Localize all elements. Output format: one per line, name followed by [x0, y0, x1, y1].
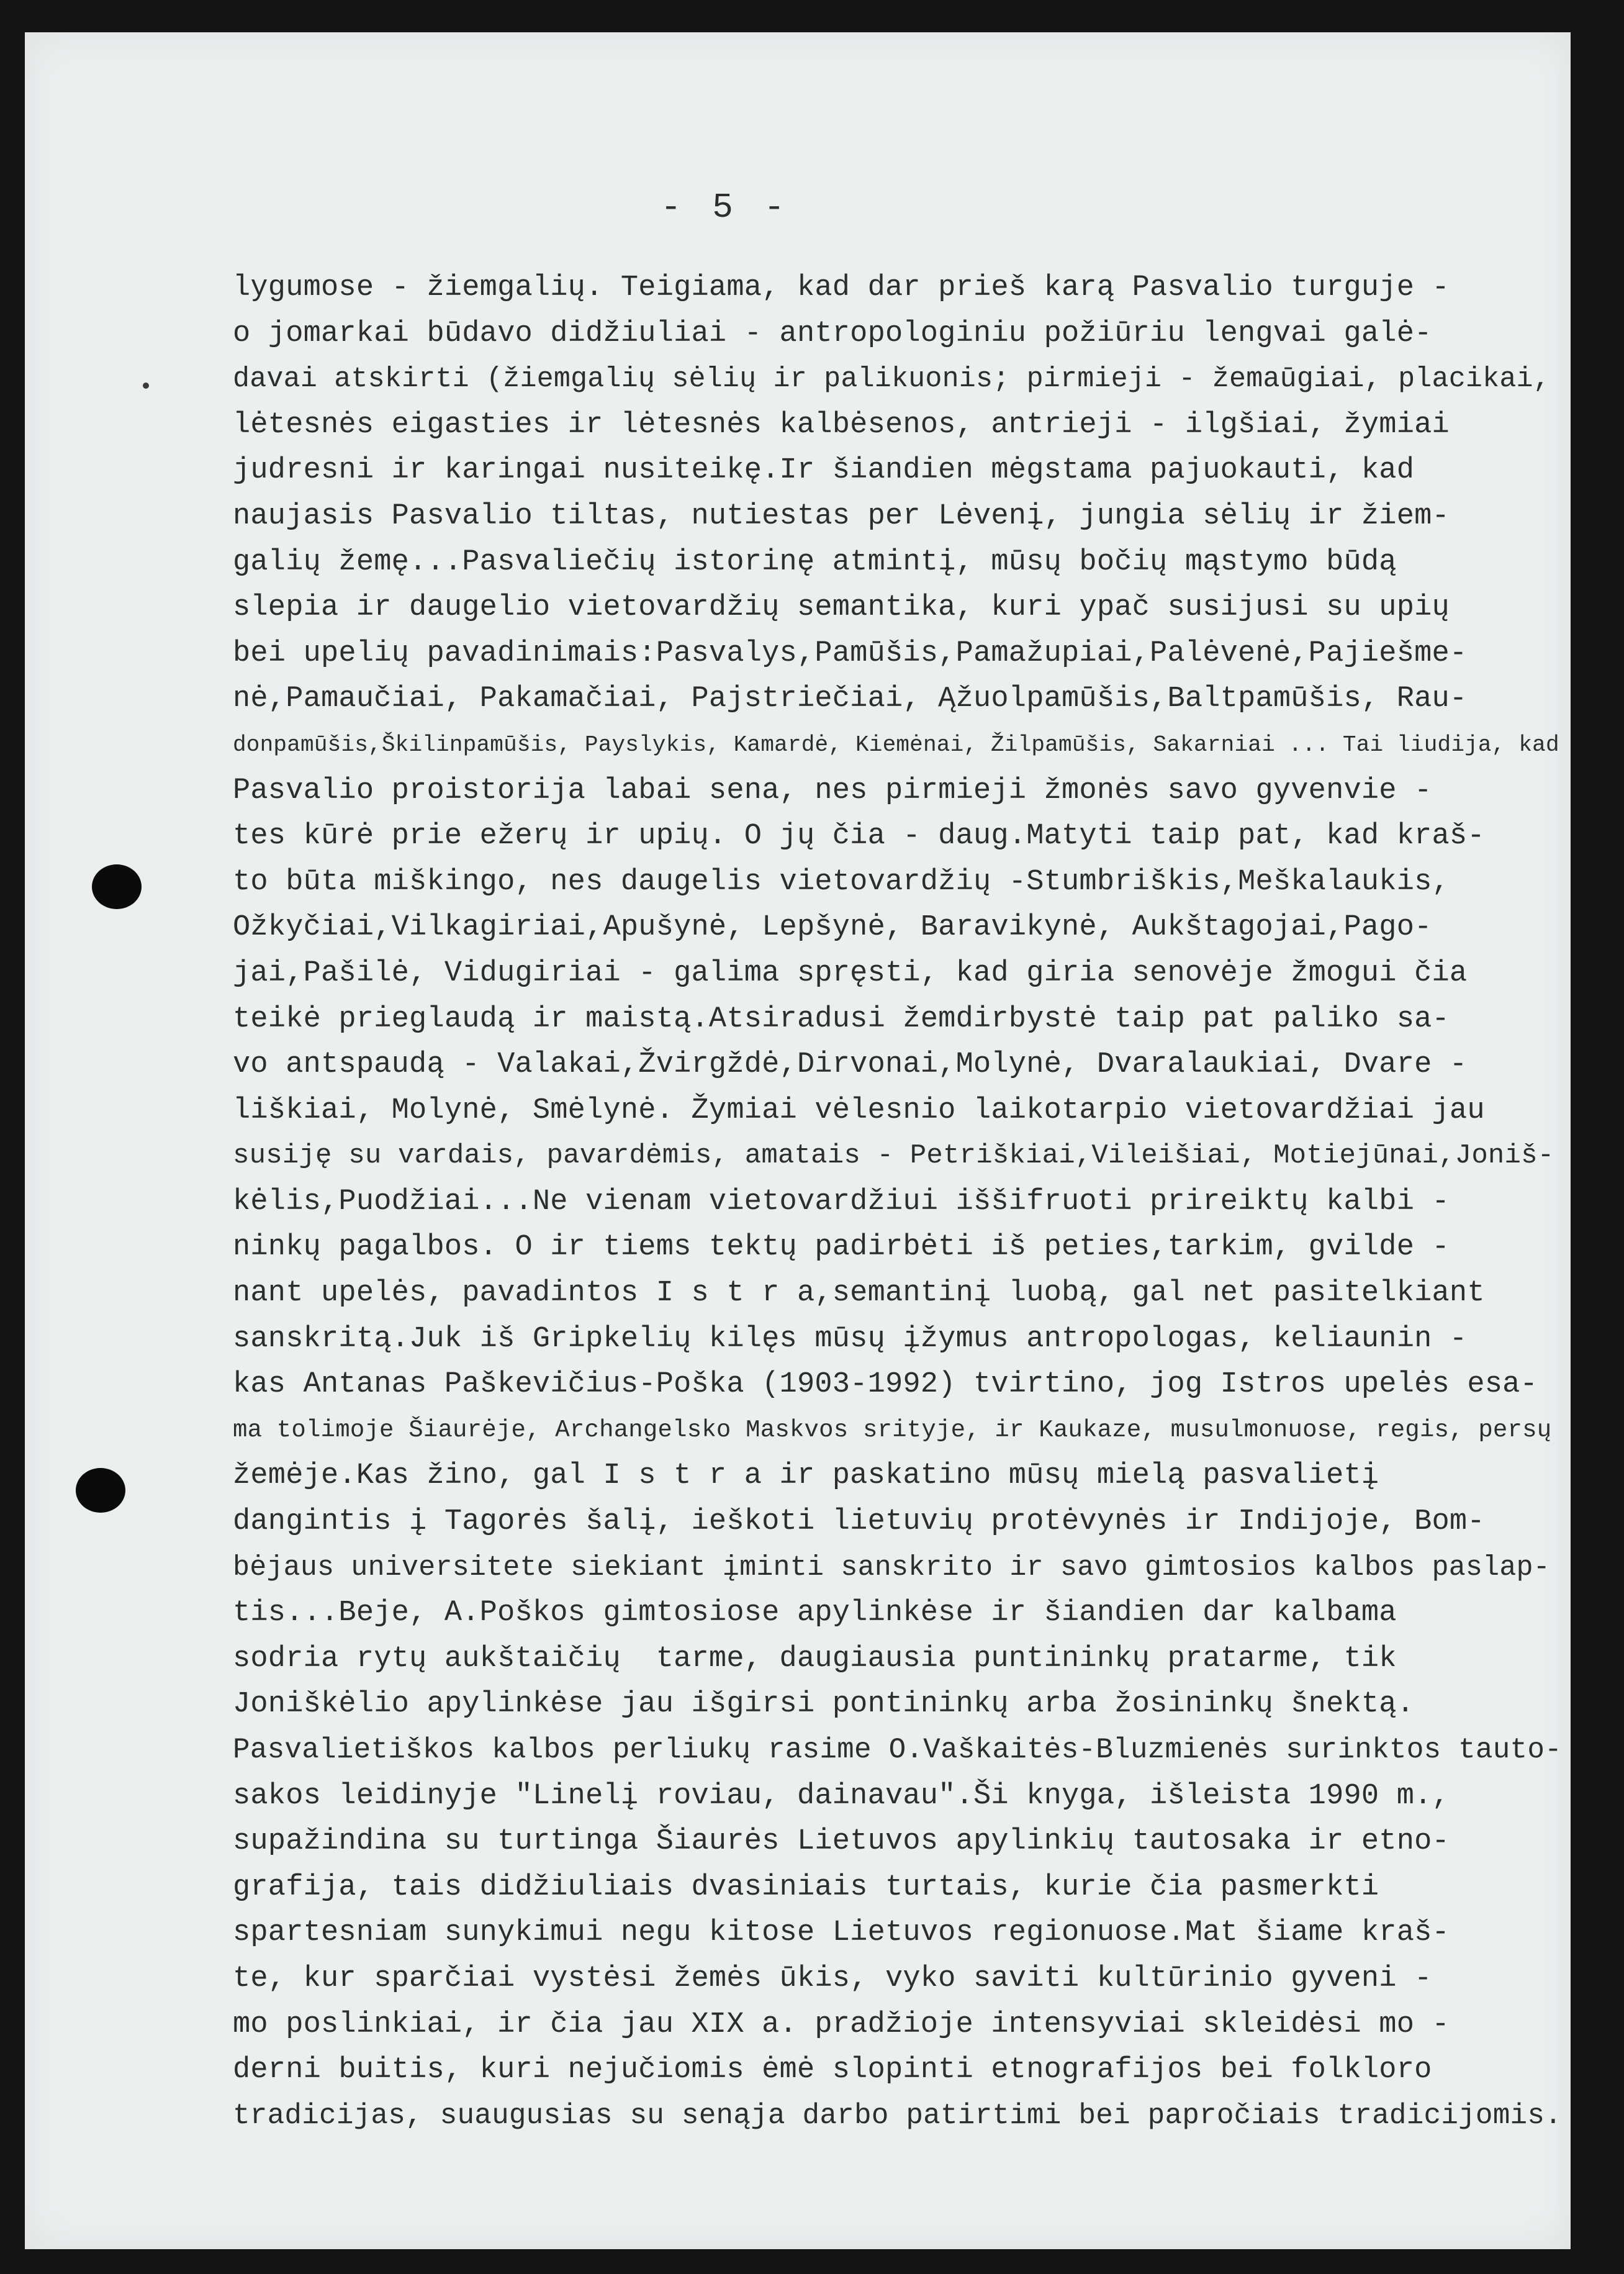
text-line: spartesniam sunykimui negu kitose Lietuvos regionuose.Mat šiame kraš-	[233, 1916, 1450, 1950]
text-line: Ožkyčiai,Vilkagiriai,Apušynė, Lepšynė, Baravikynė, Aukštagojai,Pago-	[233, 911, 1432, 944]
typewritten-body	[233, 265, 1574, 2139]
text-line: tes kūrė prie ežerų ir upių. O jų čia - daug.Matyti taip pat, kad kraš-	[233, 820, 1485, 853]
text-line: susiję su vardais, pavardėmis, amatais - Petriškiai,Vileišiai, Motiejūnai,Joniš-	[233, 1140, 1554, 1172]
text-line: Joniškėlio apylinkėse jau išgirsi pontininkų arba žosininkų šnektą.	[233, 1688, 1415, 1721]
text-line: tis...Beje, A.Poškos gimtosiose apylinkėse ir šiandien dar kalbama	[233, 1597, 1397, 1630]
text-line: slepia ir daugelio vietovardžių semantika, kuri ypač susijusi su upių	[233, 591, 1450, 625]
text-line: grafija, tais didžiuliais dvasiniais turtais, kurie čia pasmerkti	[233, 1870, 1379, 1904]
text-line: naujasis Pasvalio tiltas, nutiestas per Lėvenį, jungia sėlių ir žiem-	[233, 499, 1450, 533]
text-line: davai atskirti (žiemgalių sėlių ir palikuonis; pirmieji - žemaūgiai, placikai,	[233, 363, 1550, 396]
text-line: tradicijas, suaugusias su senąja darbo patirtimi bei papročiais tradicijomis.	[233, 2099, 1562, 2132]
text-line: bei upelių pavadinimais:Pasvalys,Pamūšis,Pamažupiai,Palėvenė,Pajiešme-	[233, 636, 1468, 670]
text-line: žemėje.Kas žino, gal I s t r a ir paskatino mūsų mielą pasvalietį	[233, 1459, 1379, 1493]
text-line: kėlis,Puodžiai...Ne vienam vietovardžiui iššifruoti prireiktų kalbi -	[233, 1185, 1450, 1218]
text-line: liškiai, Molynė, Smėlynė. Žymiai vėlesnio laikotarpio vietovardžiai jau	[233, 1094, 1485, 1127]
text-line: mo poslinkiai, ir čia jau XIX a. pradžioje intensyviai skleidėsi mo -	[233, 2008, 1450, 2041]
punch-hole-bottom	[76, 1468, 125, 1513]
page-number: - 5 -	[660, 188, 790, 227]
text-line: donpamūšis,Škilinpamūšis, Payslykis, Kamardė, Kiemėnai, Žilpamūšis, Sakarniai ... Tai liudija, kad	[233, 732, 1559, 758]
text-line: nant upelės, pavadintos I s t r a,semantinį luobą, gal net pasitelkiant	[233, 1277, 1485, 1310]
text-line: sakos leidinyje "Linelį roviau, dainavau".Ši knyga, išleista 1990 m.,	[233, 1779, 1450, 1813]
text-line: o jomarkai būdavo didžiuliai - antropologiniu požiūriu lengvai galė-	[233, 317, 1432, 350]
margin-speck	[143, 383, 149, 389]
text-line: te, kur sparčiai vystėsi žemės ūkis, vyko saviti kultūrinio gyveni -	[233, 1962, 1432, 1995]
text-line: sodria rytų aukštaičių tarme, daugiausia puntininkų pratarme, tik	[233, 1642, 1397, 1675]
text-line: judresni ir karingai nusiteikę.Ir šiandien mėgstama pajuokauti, kad	[233, 454, 1415, 487]
text-line: sanskritą.Juk iš Gripkelių kilęs mūsų įžymus antropologas, keliaunin -	[233, 1322, 1468, 1356]
text-line: lygumose - žiemgalių. Teigiama, kad dar prieš karą Pasvalio turguje -	[233, 271, 1450, 304]
text-line: teikė prieglaudą ir maistą.Atsiradusi žemdirbystė taip pat paliko sa-	[233, 1002, 1450, 1036]
text-line: kas Antanas Paškevičius-Poška (1903-1992) tvirtino, jog Istros upelės esa-	[233, 1368, 1538, 1402]
text-line: to būta miškingo, nes daugelis vietovardžių -Stumbriškis,Meškalaukis,	[233, 865, 1450, 899]
punch-hole-top	[92, 864, 142, 909]
text-line: ninkų pagalbos. O ir tiems tektų padirbėti iš peties,tarkim, gvilde -	[233, 1231, 1450, 1264]
text-line: lėtesnės eigasties ir lėtesnės kalbėsenos, antrieji - ilgšiai, žymiai	[233, 408, 1450, 442]
text-line: ma tolimoje Šiaurėje, Archangelsko Maskvos srityje, ir Kaukaze, musulmonuose, regis, persų	[233, 1416, 1552, 1444]
text-line: Pasvalio proistorija labai sena, nes pirmieji žmonės savo gyvenvie -	[233, 774, 1432, 807]
text-line: galių žemę...Pasvaliečių istorinę atmintį, mūsų bočių mąstymo būdą	[233, 545, 1397, 579]
text-line: derni buitis, kuri nejučiomis ėmė slopinti etnografijos bei folkloro	[233, 2054, 1432, 2087]
text-line: bėjaus universitete siekiant įminti sanskrito ir savo gimtosios kalbos paslap-	[233, 1551, 1550, 1583]
document-page	[25, 32, 1571, 2249]
text-line: nė,Pamaučiai, Pakamačiai, Pajstriečiai, Ąžuolpamūšis,Baltpamūšis, Rau-	[233, 682, 1468, 716]
text-line: Pasvalietiškos kalbos perliukų rasime O.Vaškaitės-Bluzmienės surinktos tauto-	[233, 1734, 1562, 1766]
text-line: dangintis į Tagorės šalį, ieškoti lietuvių protėvynės ir Indijoje, Bom-	[233, 1505, 1485, 1539]
text-line: jai,Pašilė, Vidugiriai - galima spręsti, kad giria senovėje žmogui čia	[233, 956, 1468, 990]
text-line: vo antspaudą - Valakai,Žvirgždė,Dirvonai,Molynė, Dvaralaukiai, Dvare -	[233, 1048, 1468, 1082]
text-line: supažindina su turtinga Šiaurės Lietuvos apylinkių tautosaka ir etno-	[233, 1825, 1450, 1859]
